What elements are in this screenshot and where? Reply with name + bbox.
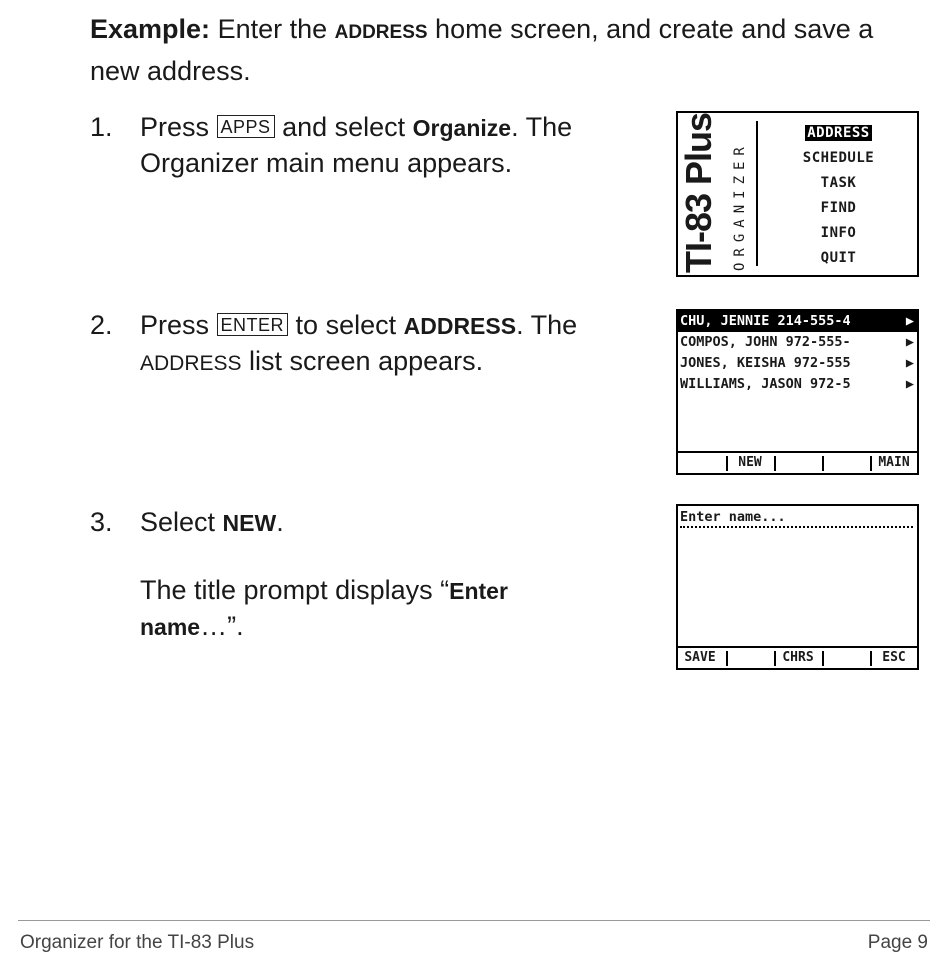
menu-divider [756,121,758,266]
step-text-part: Select [140,507,223,537]
name-word: name [140,614,201,640]
step-number: 2. [90,310,113,340]
menu-item-quit[interactable] [766,246,911,271]
step-text [140,110,620,181]
softkey-divider [774,456,776,471]
address-row[interactable] [678,332,917,353]
softkey-bar [678,646,917,668]
apps-key: APPS [217,115,275,138]
esc-softkey[interactable]: ESC [882,650,906,665]
main-softkey[interactable]: MAIN [878,455,910,470]
softkey-divider [822,651,824,666]
note-text: The title prompt displays “ [140,575,450,605]
right-arrow-icon: ▶ [905,313,914,329]
enter-key: ENTER [217,313,289,336]
ti83-plus-logo: TI-83 Plus [678,112,719,273]
address-label: ADDRESS [403,313,517,339]
intro-text-2: home screen, and create and save a new address. [90,14,874,86]
right-arrow-icon: ▶ [905,376,914,392]
name-prompt[interactable]: Enter name... [680,508,913,528]
new-label: NEW [222,510,277,536]
right-arrow-icon: ▶ [905,355,914,371]
organizer-subtitle: ORGANIZER [732,141,748,271]
step-number: 1. [90,112,113,142]
menu-item-label: TASK [820,175,857,191]
footer-title: Organizer for the TI-83 Plus [20,932,255,953]
menu-item-info[interactable] [766,221,911,246]
menu-item-schedule[interactable] [766,146,911,171]
intro-text-1: Enter the [210,14,335,44]
step-3-note [140,573,580,645]
step-text-part: to select [288,310,404,340]
intro-paragraph [90,10,930,90]
organizer-menu [766,121,911,271]
chrs-softkey[interactable]: CHRS [782,650,814,665]
new-softkey[interactable]: NEW [738,455,762,470]
step-text [140,308,620,381]
address-list-screen [676,309,919,475]
softkey-bar [678,451,917,473]
menu-item-label: FIND [820,200,857,216]
address-row[interactable] [678,374,917,395]
menu-item-label: ADDRESS [807,125,870,141]
step-text [140,505,620,541]
address-row[interactable] [678,311,917,332]
step-text-part: list screen appears. [241,346,484,376]
menu-item-find[interactable] [766,196,911,221]
step-text-part: Press [140,310,217,340]
intro-address-word: ADDRESS [334,22,428,43]
menu-item-label: QUIT [820,250,857,266]
address-row[interactable] [678,353,917,374]
page-number: Page 9 [867,932,928,953]
step-number: 3. [90,507,113,537]
menu-item-label: INFO [820,225,857,241]
address-entry: CHU, JENNIE 214-555-4 [680,313,851,329]
step-text-part: . [276,507,284,537]
address-entry: WILLIAMS, JASON 972-5 [680,376,851,392]
address-entry: COMPOS, JOHN 972-555- [680,334,851,350]
menu-item-label: SCHEDULE [802,150,875,166]
step-text-part: . The Organizer main menu appears. [140,112,573,178]
note-text: …”. [200,611,244,641]
address-word: ADDRESS [140,352,242,375]
example-label: Example: [90,14,211,44]
save-softkey[interactable]: SAVE [684,650,716,665]
enter-word: Enter [449,578,508,604]
menu-item-address[interactable] [766,121,911,146]
menu-item-task[interactable] [766,171,911,196]
organizer-menu-screen [676,111,919,277]
organize-label: Organize [412,115,512,141]
step-text-part: and select [274,112,413,142]
step-text-part: Press [140,112,217,142]
footer-rule [18,920,930,921]
softkey-divider [726,651,728,666]
address-entry: JONES, KEISHA 972-555 [680,355,851,371]
new-address-screen [676,504,919,670]
softkey-divider [822,456,824,471]
right-arrow-icon: ▶ [905,334,914,350]
step-text-part: . The [516,310,578,340]
